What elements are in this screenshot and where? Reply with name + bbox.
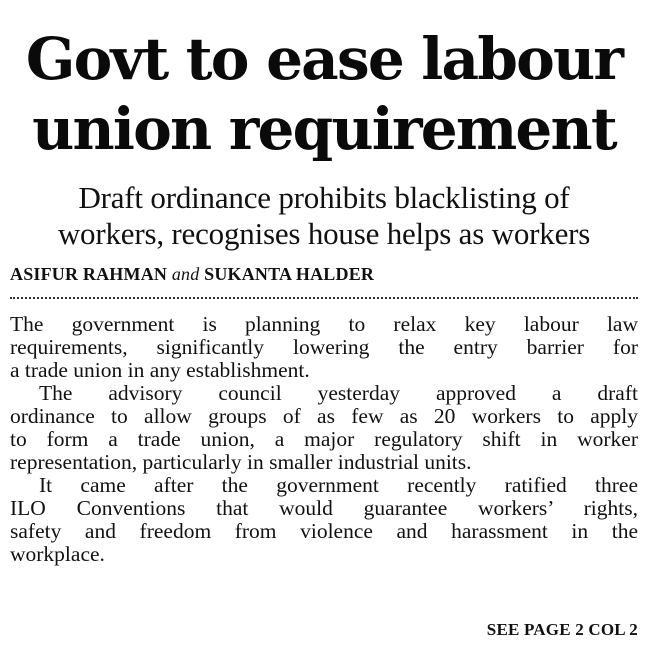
- headline-line-2: union requirement: [32, 95, 616, 163]
- body-line: to form a trade union, a major regulatory shift in worker: [10, 427, 638, 451]
- body-line: ILO Conventions that would guarantee workers’ rights,: [10, 496, 638, 520]
- byline-conjunction: and: [171, 264, 200, 284]
- body-line: a trade union in any establishment.: [10, 358, 310, 382]
- byline: [10, 263, 638, 285]
- body-line: The advisory council yesterday approved a draft: [39, 381, 638, 405]
- body-line: safety and freedom from violence and harassment in the: [10, 519, 638, 543]
- subheadline-line-1: Draft ordinance prohibits blacklisting of: [78, 180, 570, 215]
- body-line: workplace.: [10, 542, 105, 566]
- dotted-divider: [10, 297, 638, 299]
- body-line: requirements, significantly lowering the entry barrier for: [10, 335, 638, 359]
- body-line: It came after the government recently ratified three: [39, 473, 638, 497]
- byline-author-1: ASIFUR RAHMAN: [10, 264, 168, 284]
- body-line: The government is planning to relax key labour law: [10, 312, 638, 336]
- headline-line-1: Govt to ease labour: [25, 25, 623, 93]
- body-paragraph-2: [10, 382, 638, 474]
- news-article: [10, 0, 638, 654]
- subheadline-line-2: workers, recognises house helps as workers: [57, 216, 591, 251]
- byline-author-2: SUKANTA HALDER: [204, 264, 375, 284]
- continuation-jump: SEE PAGE 2 COL 2: [486, 620, 638, 639]
- article-body: [10, 313, 638, 566]
- body-line: representation, particularly in smaller industrial units.: [10, 450, 472, 474]
- subheadline: [10, 180, 638, 252]
- body-line: ordinance to allow groups of as few as 20 workers to apply: [10, 404, 638, 428]
- body-paragraph-1: [10, 313, 638, 382]
- body-paragraph-3: [10, 474, 638, 566]
- headline: [10, 24, 638, 164]
